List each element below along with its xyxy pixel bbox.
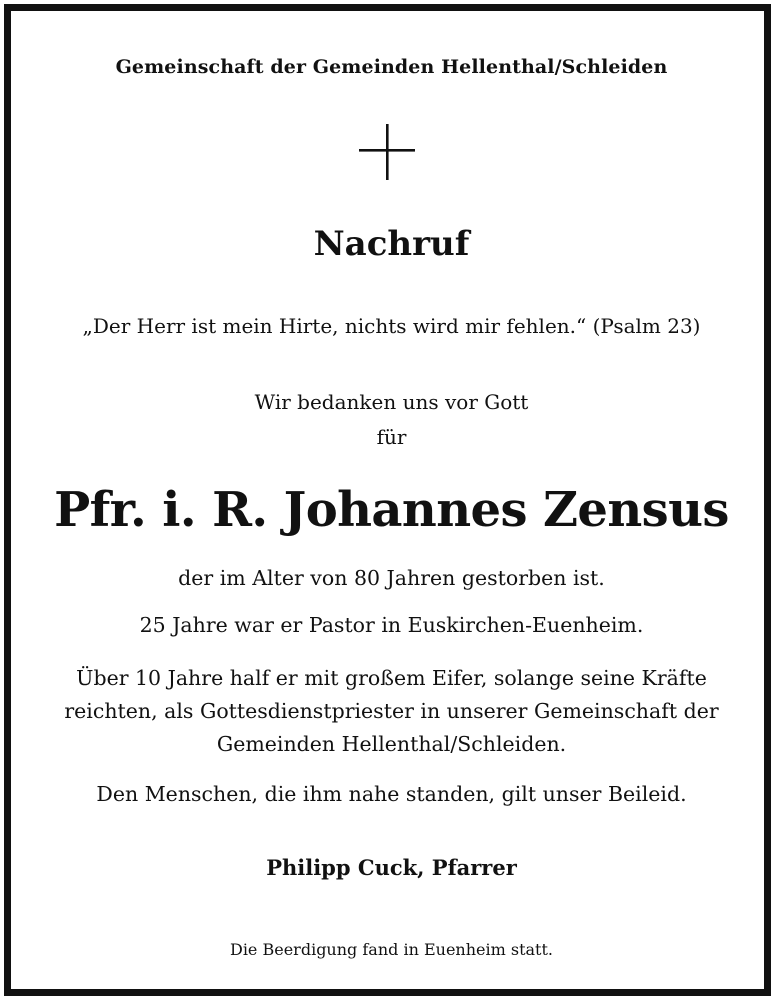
condolence-line: Den Menschen, die ihm nahe standen, gilt unser Beileid.	[96, 782, 687, 806]
service-paragraph	[11, 662, 772, 761]
funeral-note: Die Beerdigung fand in Euenheim statt.	[229, 940, 553, 959]
service-line: Über 10 Jahre half er mit großem Eifer, solange seine Kräfte	[76, 666, 707, 690]
service-line: Gemeinden Hellenthal/Schleiden.	[216, 732, 567, 756]
psalm-quote: „Der Herr ist mein Hirte, nichts wird mir fehlen.“ (Psalm 23)	[82, 314, 701, 338]
parish-header: Gemeinschaft der Gemeinden Hellenthal/Schleiden	[115, 56, 668, 78]
cross-icon	[359, 124, 415, 180]
notice-title: Nachruf	[313, 224, 470, 264]
age-line: der im Alter von 80 Jahren gestorben ist.	[178, 566, 605, 590]
thanks-line: Wir bedanken uns vor Gott	[254, 390, 529, 414]
notice-frame	[4, 4, 771, 996]
thanks-for-line: für	[376, 425, 407, 449]
signature: Philipp Cuck, Pfarrer	[266, 855, 517, 880]
pastor-line: 25 Jahre war er Pastor in Euskirchen-Euenheim.	[139, 613, 644, 637]
deceased-name: Pfr. i. R. Johannes Zensus	[54, 482, 729, 538]
service-line: reichten, als Gottesdienstpriester in unserer Gemeinschaft der	[64, 699, 719, 723]
